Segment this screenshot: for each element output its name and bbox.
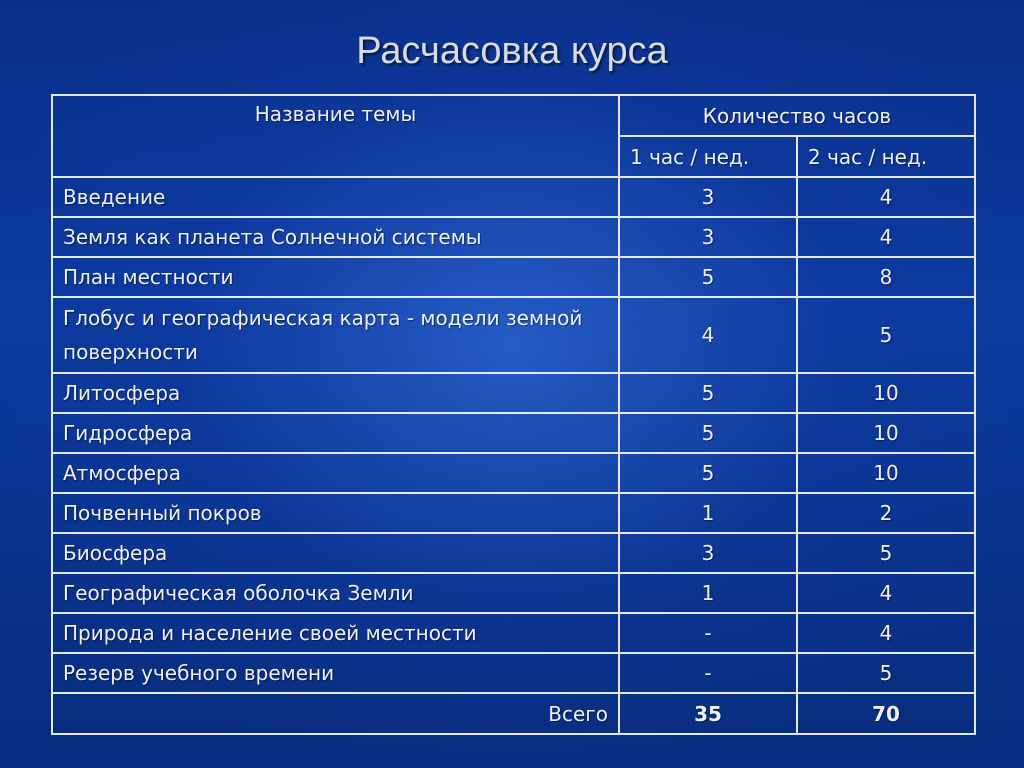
header-hours: Количество часов — [619, 95, 975, 136]
table-row — [52, 217, 975, 257]
hours-1-cell: 5 — [619, 373, 797, 413]
table-row — [52, 177, 975, 217]
table-row — [52, 533, 975, 573]
topic-cell: Литосфера — [52, 373, 619, 413]
slide-title: Расчасовка курса — [356, 30, 668, 72]
hours-2-cell: 5 — [797, 533, 975, 573]
hours-2-cell: 4 — [797, 217, 975, 257]
hours-2-cell: 10 — [797, 413, 975, 453]
hours-2-cell: 4 — [797, 573, 975, 613]
topic-cell: Гидросфера — [52, 413, 619, 453]
course-hours-table — [51, 94, 976, 735]
hours-1-cell: 3 — [619, 533, 797, 573]
topic-cell: Глобус и географическая карта - модели земной поверхности — [52, 297, 619, 373]
table-row — [52, 453, 975, 493]
table-row — [52, 373, 975, 413]
hours-1-cell: - — [619, 653, 797, 693]
header-topic: Название темы — [52, 95, 619, 177]
hours-1-cell: 1 — [619, 493, 797, 533]
topic-cell: Атмосфера — [52, 453, 619, 493]
table-row — [52, 653, 975, 693]
hours-1-cell: 4 — [619, 297, 797, 373]
hours-1-cell: 3 — [619, 177, 797, 217]
hours-1-cell: 1 — [619, 573, 797, 613]
hours-2-cell: 5 — [797, 297, 975, 373]
topic-cell: Земля как планета Солнечной системы — [52, 217, 619, 257]
table-row — [52, 257, 975, 297]
total-label: Всего — [52, 693, 619, 734]
hours-2-cell: 8 — [797, 257, 975, 297]
table-row — [52, 613, 975, 653]
hours-1-cell: 3 — [619, 217, 797, 257]
table-row — [52, 413, 975, 453]
table-row — [52, 297, 975, 373]
total-hours-2: 70 — [797, 693, 975, 734]
topic-cell: Почвенный покров — [52, 493, 619, 533]
topic-cell: Резерв учебного времени — [52, 653, 619, 693]
topic-cell: Введение — [52, 177, 619, 217]
table-row — [52, 493, 975, 533]
total-row — [52, 693, 975, 734]
hours-2-cell: 2 — [797, 493, 975, 533]
table-header-row — [52, 95, 975, 136]
topic-cell: Биосфера — [52, 533, 619, 573]
hours-1-cell: 5 — [619, 413, 797, 453]
hours-1-cell: 5 — [619, 257, 797, 297]
topic-cell: План местности — [52, 257, 619, 297]
header-two-hours-per-week: 2 час / нед. — [797, 136, 975, 177]
topic-cell: Географическая оболочка Земли — [52, 573, 619, 613]
topic-cell: Природа и население своей местности — [52, 613, 619, 653]
hours-2-cell: 4 — [797, 613, 975, 653]
total-hours-1: 35 — [619, 693, 797, 734]
hours-2-cell: 4 — [797, 177, 975, 217]
hours-2-cell: 5 — [797, 653, 975, 693]
hours-2-cell: 10 — [797, 453, 975, 493]
header-one-hour-per-week: 1 час / нед. — [619, 136, 797, 177]
table-row — [52, 573, 975, 613]
hours-2-cell: 10 — [797, 373, 975, 413]
hours-1-cell: - — [619, 613, 797, 653]
hours-1-cell: 5 — [619, 453, 797, 493]
